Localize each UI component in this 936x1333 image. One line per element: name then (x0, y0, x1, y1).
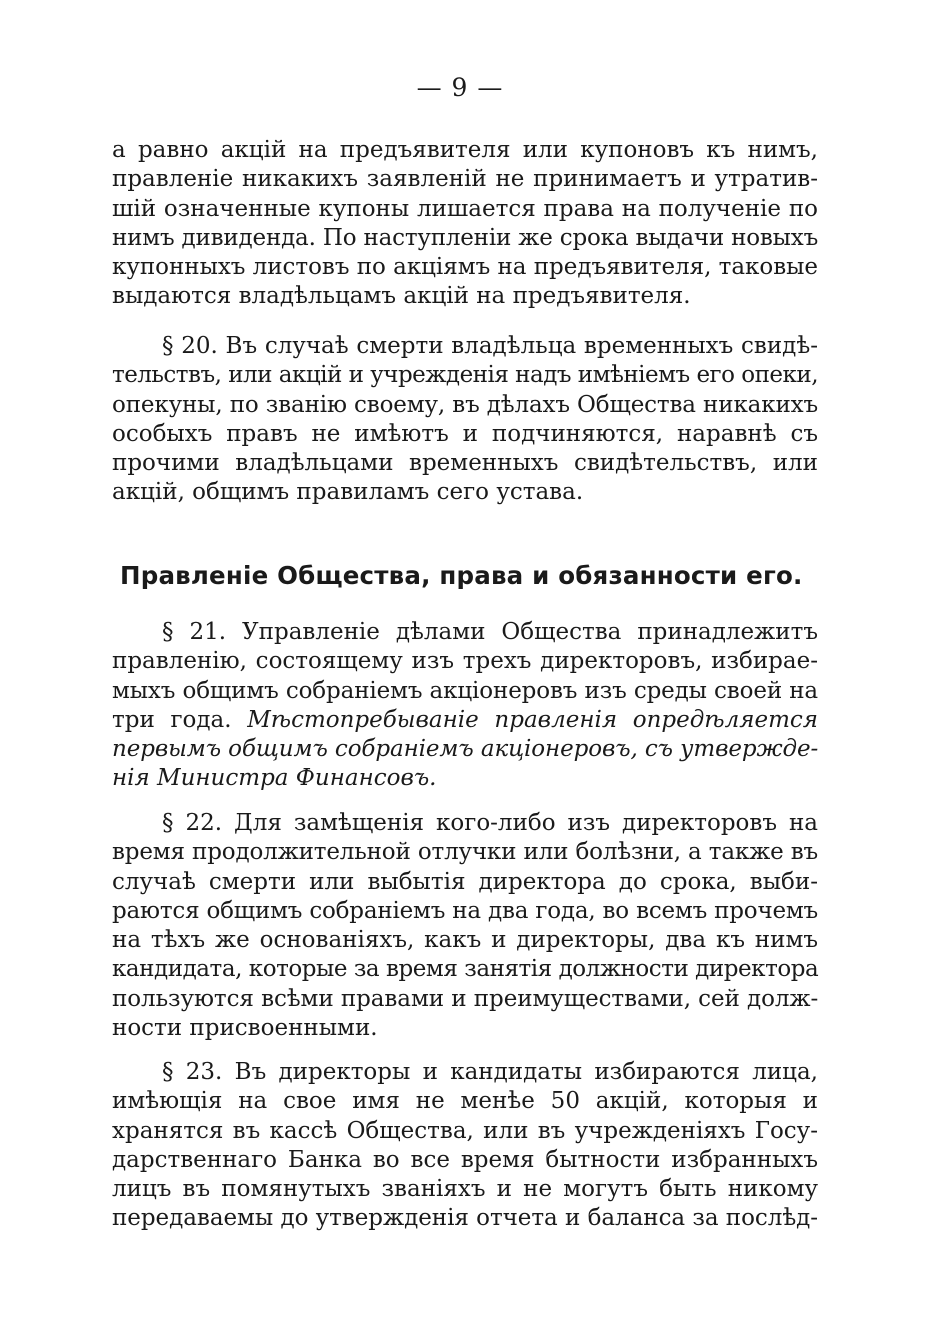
text-line: правленію, состоящему изъ трехъ директоровъ, избирае- (112, 648, 818, 675)
text-line: передаваемы до утвержденія отчета и баланса за послѣд- (112, 1205, 818, 1232)
paragraph-section-23 (112, 1058, 818, 1234)
text-line: случаѣ смерти или выбытія директора до срока, выби- (112, 868, 818, 895)
text-line: хранятся въ кассѣ Общества, или въ учрежденіяхъ Госу- (112, 1117, 818, 1144)
text-line: § 20. Въ случаѣ смерти владѣльца временныхъ свидѣ- (162, 333, 818, 359)
text-line: на тѣхъ же основаніяхъ, какъ и директоры, два къ нимъ (112, 927, 818, 954)
text-italic: Мѣстопребываніе правленія опредѣляется (247, 706, 819, 733)
text-line (112, 706, 818, 735)
text-line: имѣющія на свое имя не менѣе 50 акцій, которыя и (112, 1088, 818, 1115)
paragraph-section-20 (112, 332, 818, 508)
text-line: мыхъ общимъ собраніемъ акціонеровъ изъ среды своей на (112, 677, 818, 704)
text-line: опекуны, по званію своему, въ дѣлахъ Общества никакихъ (112, 391, 818, 418)
text-line: § 21. Управленіе дѣлами Общества принадлежитъ (162, 619, 818, 645)
text-line: § 23. Въ директоры и кандидаты избираются лица, (162, 1059, 818, 1085)
page-number: — 9 — (416, 73, 504, 102)
text-line: нія Министра Финансовъ. (112, 765, 437, 792)
text-line: лицъ въ помянутыхъ званіяхъ и не могутъ быть никому (112, 1176, 818, 1203)
text-line: пользуются всѣми правами и преимуществами, сей долж- (112, 985, 819, 1012)
text-line: прочими владѣльцами временныхъ свидѣтельствъ, или (112, 450, 818, 477)
text-line: а равно акцій на предъявителя или купоновъ къ нимъ, (112, 137, 818, 163)
text-line: раются общимъ собраніемъ на два года, во всемъ прочемъ (112, 897, 818, 924)
paragraph-continuation (112, 136, 818, 312)
text-line: купонныхъ листовъ по акціямъ на предъявителя, таковые (112, 254, 818, 281)
text-line: § 22. Для замѣщенія кого-либо изъ директоровъ на (162, 810, 818, 836)
text-line: правленіе никакихъ заявленій не принимаетъ и утратив- (112, 166, 818, 193)
text-plain: три года. (112, 706, 232, 733)
text-line: ности присвоенными. (112, 1015, 378, 1042)
text-line: выдаются владѣльцамъ акцій на предъявителя. (112, 283, 691, 310)
text-line: акцій, общимъ правиламъ сего устава. (112, 479, 584, 506)
paragraph-section-22 (112, 809, 818, 1043)
text-line: кандидата, которые за время занятія должности директора (112, 956, 819, 983)
text-line: шій означенные купоны лишается права на полученіе по (112, 195, 818, 222)
text-line: нимъ дивиденда. По наступленіи же срока выдачи новыхъ (112, 224, 819, 251)
text-line: тельствъ, или акцій и учрежденія надъ имѣніемъ его опеки, (112, 362, 818, 389)
text-line: дарственнаго Банка во все время бытности избранныхъ (112, 1146, 818, 1173)
paragraph-section-21 (112, 618, 818, 794)
text-line: первымъ общимъ собраніемъ акціонеровъ, съ утвержде- (112, 736, 819, 763)
text-line: время продолжительной отлучки или болѣзни, а также въ (112, 839, 818, 866)
text-line: особыхъ правъ не имѣютъ и подчиняются, наравнѣ съ (112, 420, 818, 447)
section-heading: Правленіе Общества, права и обязанности его. (120, 561, 803, 590)
document-page (112, 72, 819, 1232)
